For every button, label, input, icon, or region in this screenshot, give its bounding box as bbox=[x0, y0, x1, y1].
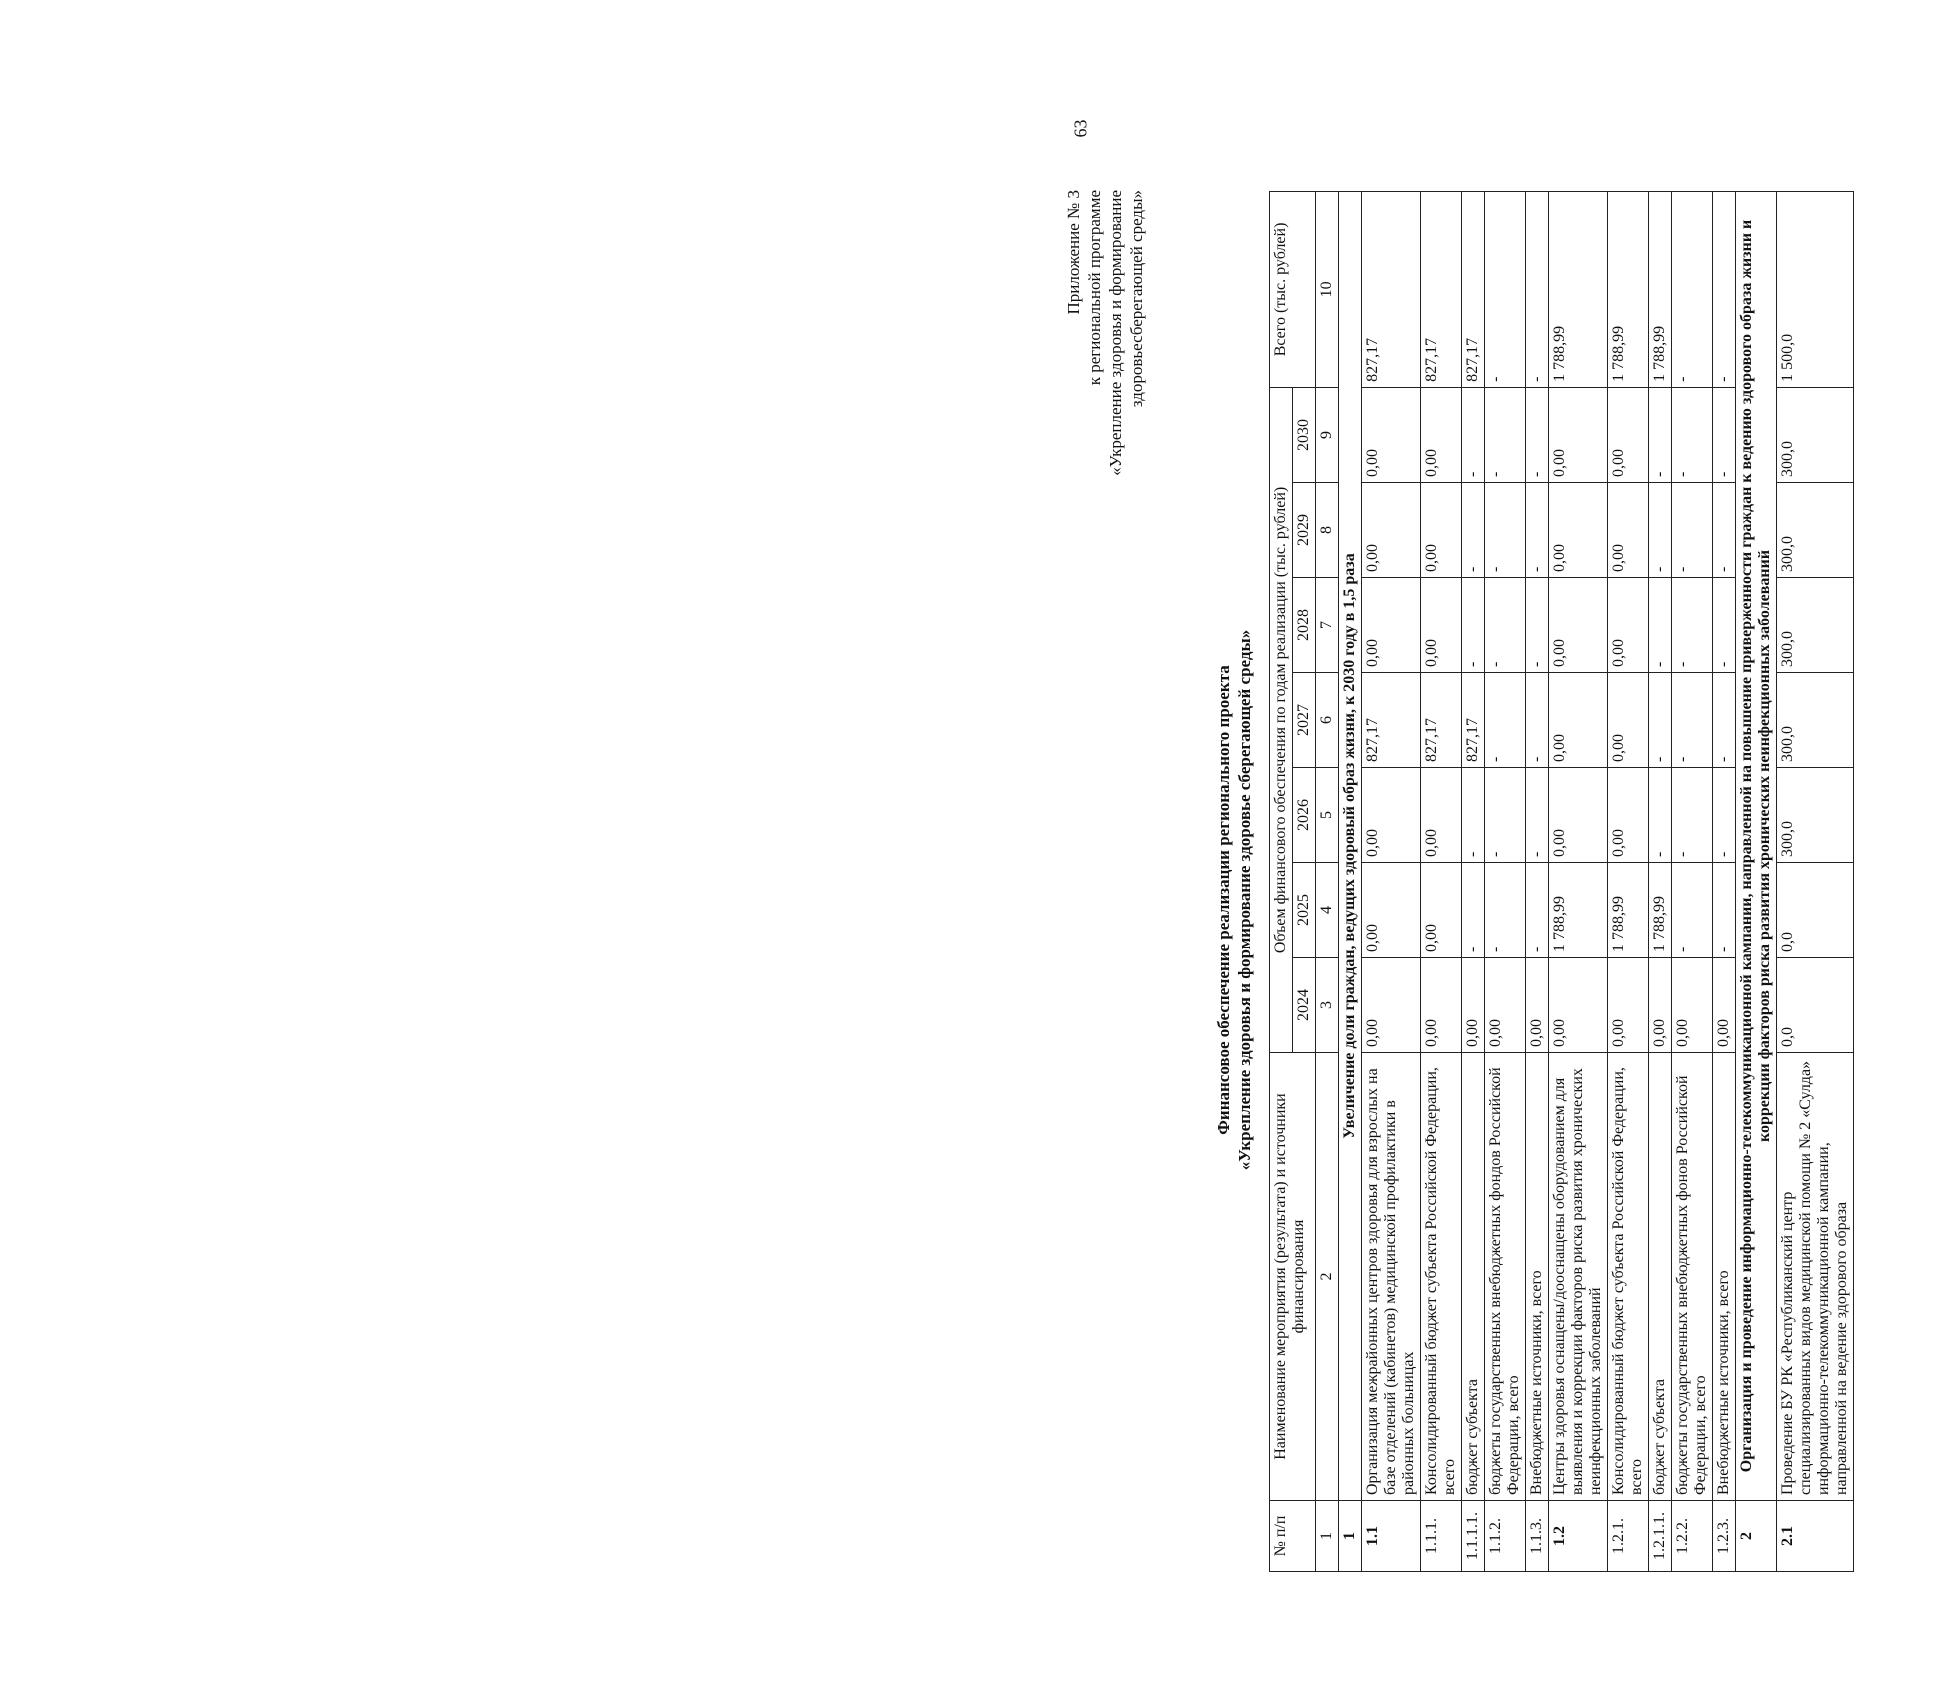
row-year-value: 0,00 bbox=[1608, 387, 1649, 482]
header-volume: Объем финансового обеспечения по годам реализации (тыс. рублей) bbox=[1270, 387, 1293, 1052]
column-number: 2 bbox=[1316, 1053, 1339, 1501]
row-year-value: 0,00 bbox=[1713, 958, 1736, 1053]
row-year-value: 0,00 bbox=[1649, 958, 1672, 1053]
row-year-value: 0,00 bbox=[1608, 673, 1649, 768]
column-number: 3 bbox=[1316, 958, 1339, 1053]
row-year-value: - bbox=[1713, 483, 1736, 578]
table-row bbox=[1526, 191, 1549, 1571]
row-year-value: 0,00 bbox=[1362, 483, 1421, 578]
row-year-value: 0,00 bbox=[1549, 483, 1608, 578]
header-year: 2029 bbox=[1293, 483, 1316, 578]
appendix-header bbox=[1063, 190, 1147, 476]
row-name: Центры здоровья оснащены/дооснащены оборудованием для выявления и коррекции факторов риска развития хронических неинфекционных заболеваний bbox=[1549, 1053, 1608, 1501]
row-year-value: 0,00 bbox=[1362, 958, 1421, 1053]
row-number: 1.1.2. bbox=[1485, 1501, 1526, 1572]
table-row bbox=[1777, 191, 1854, 1571]
row-year-value: 300,0 bbox=[1777, 673, 1854, 768]
row-year-value: - bbox=[1649, 768, 1672, 863]
appendix-line: Приложение № 3 bbox=[1064, 190, 1083, 315]
row-name: бюджет субъекта bbox=[1462, 1053, 1485, 1501]
row-year-value: 1 788,99 bbox=[1649, 863, 1672, 958]
row-year-value: - bbox=[1485, 673, 1526, 768]
row-year-value: - bbox=[1485, 578, 1526, 673]
header-year: 2024 bbox=[1293, 958, 1316, 1053]
table-row bbox=[1339, 191, 1362, 1571]
row-total: - bbox=[1526, 191, 1549, 387]
row-year-value: 0,00 bbox=[1549, 387, 1608, 482]
row-name: Внебюджетные источники, всего bbox=[1713, 1053, 1736, 1501]
table-row bbox=[1649, 191, 1672, 1571]
financing-table bbox=[1269, 191, 1854, 1572]
row-number: 1.2.1.1. bbox=[1649, 1501, 1672, 1572]
row-year-value: - bbox=[1462, 578, 1485, 673]
header-year: 2028 bbox=[1293, 578, 1316, 673]
appendix-line: к региональной программе bbox=[1085, 190, 1104, 386]
row-year-value: - bbox=[1462, 863, 1485, 958]
row-year-value: - bbox=[1672, 863, 1713, 958]
row-year-value: 0,00 bbox=[1421, 863, 1462, 958]
row-year-value: - bbox=[1672, 768, 1713, 863]
row-year-value: 300,0 bbox=[1777, 578, 1854, 673]
appendix-line: здоровьесберегающей среды» bbox=[1127, 190, 1146, 408]
header-total: Всего (тыс. рублей) bbox=[1270, 191, 1316, 387]
row-name: Организация и проведение информационно-телекоммуникационной кампании, направленной на повышение приверженности граждан к ведению здорового образа жизни и коррекции факторов риска развития хронических неинфекционных заболеваний bbox=[1736, 191, 1777, 1500]
row-name: бюджеты государственных внебюджетных фондов Российской Федерации, всего bbox=[1485, 1053, 1526, 1501]
table-row bbox=[1485, 191, 1526, 1571]
header-year: 2026 bbox=[1293, 768, 1316, 863]
row-year-value: - bbox=[1713, 863, 1736, 958]
title-line: «Укрепление здоровья и формирование здоровье сберегающей среды» bbox=[1235, 629, 1254, 1171]
row-year-value: 0,00 bbox=[1608, 578, 1649, 673]
header-year: 2025 bbox=[1293, 863, 1316, 958]
row-number: 1.2.3. bbox=[1713, 1501, 1736, 1572]
row-number: 1.1.3. bbox=[1526, 1501, 1549, 1572]
row-year-value: 0,00 bbox=[1421, 483, 1462, 578]
row-year-value: - bbox=[1713, 387, 1736, 482]
header-year: 2030 bbox=[1293, 387, 1316, 482]
rotated-page bbox=[1063, 180, 1933, 1620]
row-name: Увеличение доли граждан, ведущих здоровый образ жизни, к 2030 году в 1,5 раза bbox=[1339, 191, 1362, 1500]
row-year-value: 0,00 bbox=[1485, 958, 1526, 1053]
row-year-value: 0,00 bbox=[1421, 958, 1462, 1053]
column-number: 10 bbox=[1316, 191, 1339, 387]
row-name: Организация межрайонных центров здоровья для взрослых на базе отделений (кабинетов) медицинской профилактики в районных больницах bbox=[1362, 1053, 1421, 1501]
table-row bbox=[1362, 191, 1421, 1571]
row-year-value: - bbox=[1526, 673, 1549, 768]
table-row bbox=[1421, 191, 1462, 1571]
row-year-value: - bbox=[1649, 578, 1672, 673]
row-total: 1 788,99 bbox=[1649, 191, 1672, 387]
row-year-value: 0,00 bbox=[1462, 958, 1485, 1053]
row-year-value: 0,00 bbox=[1549, 578, 1608, 673]
row-year-value: - bbox=[1672, 673, 1713, 768]
row-total: 1 500,0 bbox=[1777, 191, 1854, 387]
column-number: 4 bbox=[1316, 863, 1339, 958]
row-number: 1.1.1.1. bbox=[1462, 1501, 1485, 1572]
row-year-value: 0,00 bbox=[1362, 863, 1421, 958]
appendix-line: «Укрепление здоровья и формирование bbox=[1106, 190, 1125, 476]
row-total: 1 788,99 bbox=[1549, 191, 1608, 387]
row-year-value: - bbox=[1485, 768, 1526, 863]
row-total: 827,17 bbox=[1462, 191, 1485, 387]
row-year-value: 0,0 bbox=[1777, 863, 1854, 958]
row-number: 2 bbox=[1736, 1501, 1777, 1572]
row-year-value: 0,00 bbox=[1421, 387, 1462, 482]
row-name: Внебюджетные источники, всего bbox=[1526, 1053, 1549, 1501]
row-name: бюджеты государственных внебюджетных фонов Российской Федерации, всего bbox=[1672, 1053, 1713, 1501]
row-year-value: 300,0 bbox=[1777, 483, 1854, 578]
header-num: № п/п bbox=[1270, 1501, 1316, 1572]
table-row bbox=[1736, 191, 1777, 1571]
row-year-value: - bbox=[1462, 483, 1485, 578]
row-number: 1 bbox=[1339, 1501, 1362, 1572]
row-name: бюджет субъекта bbox=[1649, 1053, 1672, 1501]
row-number: 1.1 bbox=[1362, 1501, 1421, 1572]
row-year-value: - bbox=[1672, 578, 1713, 673]
table-header-row bbox=[1270, 191, 1293, 1571]
row-year-value: - bbox=[1649, 387, 1672, 482]
row-year-value: 1 788,99 bbox=[1549, 863, 1608, 958]
row-year-value: 827,17 bbox=[1462, 673, 1485, 768]
row-year-value: - bbox=[1713, 673, 1736, 768]
row-year-value: - bbox=[1485, 387, 1526, 482]
row-total: - bbox=[1713, 191, 1736, 387]
row-year-value: 0,00 bbox=[1672, 958, 1713, 1053]
table-row bbox=[1713, 191, 1736, 1571]
column-number: 5 bbox=[1316, 768, 1339, 863]
row-total: 827,17 bbox=[1421, 191, 1462, 387]
column-number: 1 bbox=[1316, 1501, 1339, 1572]
row-year-value: 0,00 bbox=[1608, 768, 1649, 863]
row-year-value: - bbox=[1672, 387, 1713, 482]
row-year-value: 0,00 bbox=[1526, 958, 1549, 1053]
row-year-value: - bbox=[1462, 768, 1485, 863]
row-year-value: 300,0 bbox=[1777, 768, 1854, 863]
table-row bbox=[1672, 191, 1713, 1571]
row-number: 1.1.1. bbox=[1421, 1501, 1462, 1572]
row-year-value: 0,00 bbox=[1421, 768, 1462, 863]
row-year-value: 300,0 bbox=[1777, 387, 1854, 482]
row-year-value: - bbox=[1526, 863, 1549, 958]
column-number: 6 bbox=[1316, 673, 1339, 768]
row-name: Проведение БУ РК «Республиканский центр специализированных видов медицинской помощи № 2 «Сулда» информационно-телекоммуникационной кампании, направленной на ведение здорового образа bbox=[1777, 1053, 1854, 1501]
row-year-value: - bbox=[1713, 768, 1736, 863]
table-row bbox=[1462, 191, 1485, 1571]
header-name: Наименование мероприятия (результата) и источники финансирования bbox=[1270, 1053, 1316, 1501]
row-year-value: 0,00 bbox=[1549, 958, 1608, 1053]
row-number: 2.1 bbox=[1777, 1501, 1854, 1572]
row-name: Консолидированный бюджет субъекта Российской Федерации, всего bbox=[1608, 1053, 1649, 1501]
row-year-value: 0,00 bbox=[1421, 578, 1462, 673]
row-year-value: 0,00 bbox=[1362, 768, 1421, 863]
row-year-value: 0,00 bbox=[1608, 958, 1649, 1053]
row-year-value: 1 788,99 bbox=[1608, 863, 1649, 958]
row-year-value: - bbox=[1485, 483, 1526, 578]
row-number: 1.2.2. bbox=[1672, 1501, 1713, 1572]
row-year-value: 827,17 bbox=[1362, 673, 1421, 768]
column-number: 8 bbox=[1316, 483, 1339, 578]
header-year: 2027 bbox=[1293, 673, 1316, 768]
row-number: 1.2 bbox=[1549, 1501, 1608, 1572]
row-total: - bbox=[1672, 191, 1713, 387]
row-year-value: 0,00 bbox=[1362, 387, 1421, 482]
row-number: 1.2.1. bbox=[1608, 1501, 1649, 1572]
title-line: Финансовое обеспечение реализации регионального проекта bbox=[1214, 665, 1233, 1135]
row-year-value: - bbox=[1526, 483, 1549, 578]
row-year-value: - bbox=[1649, 673, 1672, 768]
row-year-value: - bbox=[1526, 768, 1549, 863]
row-year-value: 0,00 bbox=[1549, 673, 1608, 768]
row-year-value: 0,00 bbox=[1362, 578, 1421, 673]
row-total: - bbox=[1485, 191, 1526, 387]
row-name: Консолидированный бюджет субъекта Российской Федерации, всего bbox=[1421, 1053, 1462, 1501]
row-year-value: - bbox=[1462, 387, 1485, 482]
document-title bbox=[1213, 180, 1255, 1620]
row-year-value: 0,0 bbox=[1777, 958, 1854, 1053]
row-total: 1 788,99 bbox=[1608, 191, 1649, 387]
row-year-value: - bbox=[1485, 863, 1526, 958]
row-total: 827,17 bbox=[1362, 191, 1421, 387]
column-number: 9 bbox=[1316, 387, 1339, 482]
table-row bbox=[1608, 191, 1649, 1571]
column-number: 7 bbox=[1316, 578, 1339, 673]
row-year-value: - bbox=[1526, 578, 1549, 673]
page-number: 63 bbox=[1070, 119, 1091, 138]
row-year-value: 827,17 bbox=[1421, 673, 1462, 768]
row-year-value: 0,00 bbox=[1549, 768, 1608, 863]
row-year-value: - bbox=[1649, 483, 1672, 578]
row-year-value: - bbox=[1672, 483, 1713, 578]
column-numbers-row bbox=[1316, 191, 1339, 1571]
row-year-value: - bbox=[1526, 387, 1549, 482]
table-row bbox=[1549, 191, 1608, 1571]
row-year-value: 0,00 bbox=[1608, 483, 1649, 578]
row-year-value: - bbox=[1713, 578, 1736, 673]
